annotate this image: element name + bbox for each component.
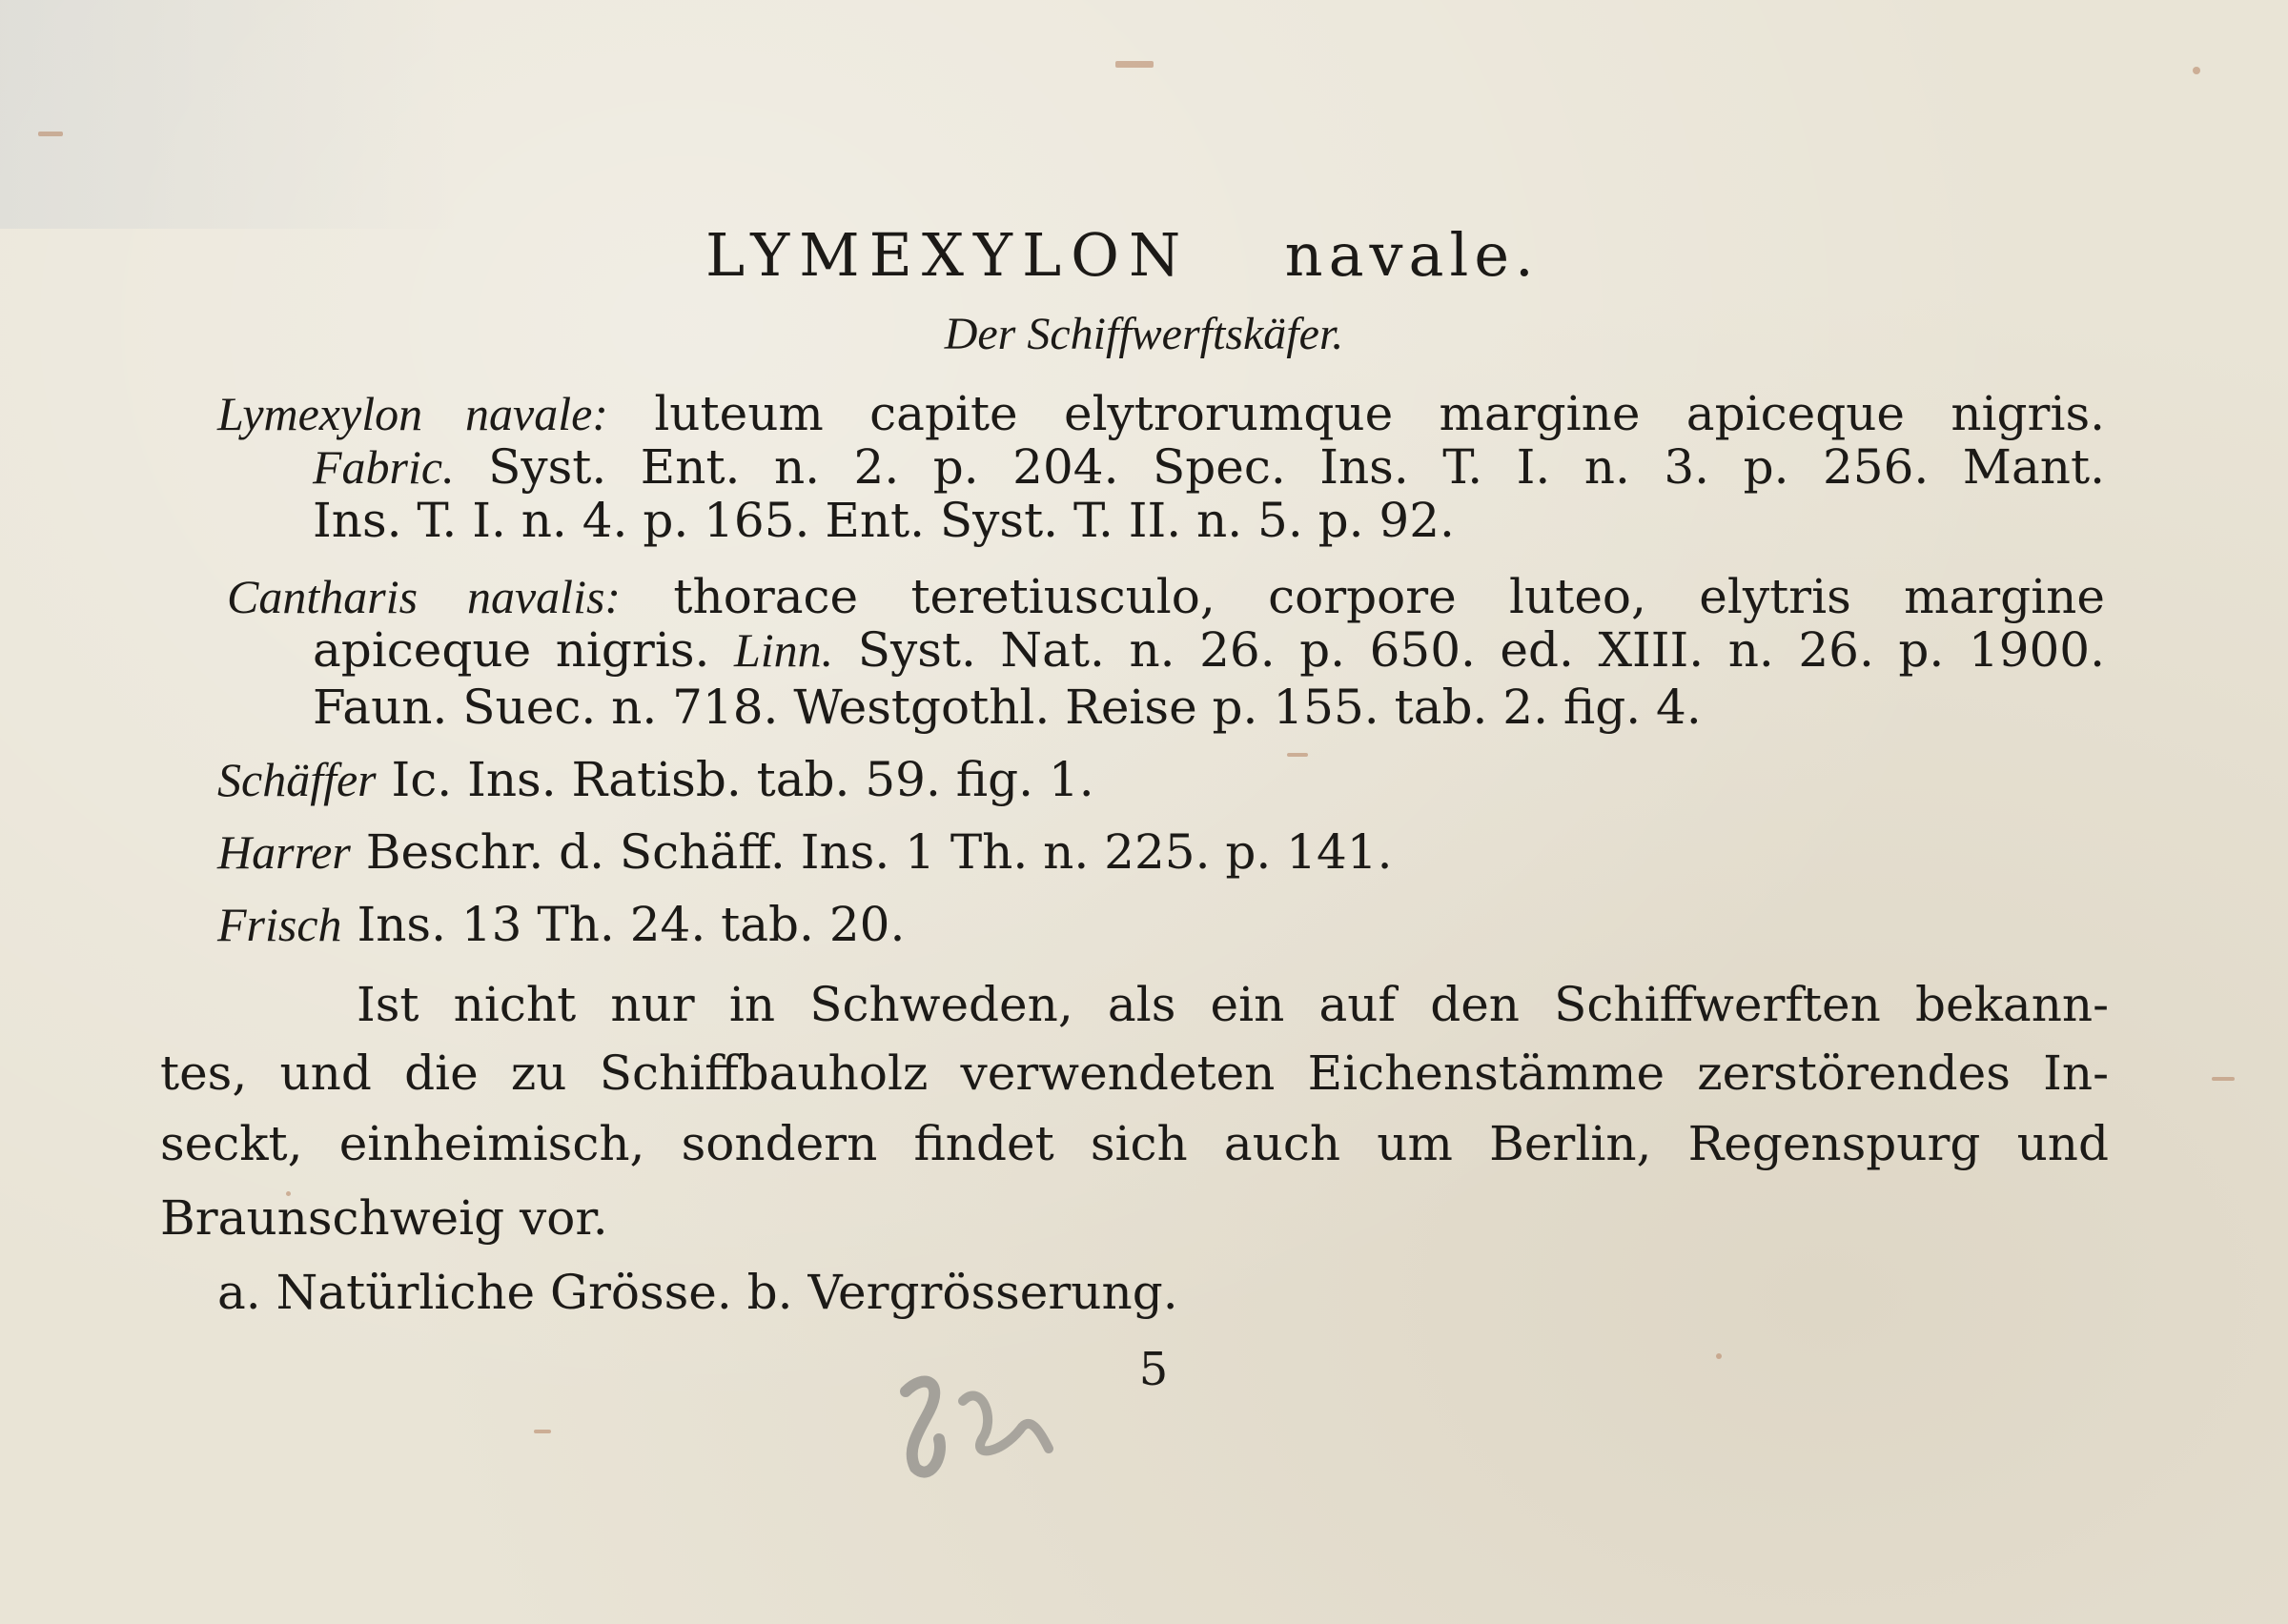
synonym-3 xyxy=(217,751,1094,808)
synonym-2-line-3: Faun. Suec. n. 718. Westgothl. Reise p. 155. tab. 2. fig. 4. xyxy=(313,680,1702,735)
figure-caption: a. Natürliche Grösse. b. Vergrösserung. xyxy=(217,1265,1178,1320)
body-line-3: seckt, einheimisch, sondern findet sich auch um Berlin, Regenspurg und xyxy=(160,1116,2109,1171)
synonym-3-author: Schäffer xyxy=(217,753,377,806)
synonym-1-line-2 xyxy=(313,438,2105,496)
synonym-2-text-2: apiceque nigris. xyxy=(313,622,710,678)
synonym-5 xyxy=(217,896,905,953)
paper-fleck xyxy=(38,132,63,136)
synonym-1-ref-author: Fabric. xyxy=(313,440,455,494)
body-line-4: Braunschweig vor. xyxy=(160,1190,608,1246)
synonym-1-line-3: Ins. T. I. n. 4. p. 165. Ent. Syst. T. II. n. 5. p. 92. xyxy=(313,493,1455,548)
synonym-2-line-2 xyxy=(313,621,2105,679)
synonym-1-text-1: luteum capite elytrorumque margine apiceque nigris. xyxy=(654,386,2105,441)
synonym-4-text: Beschr. d. Schäff. Ins. 1 Th. n. 225. p. 141. xyxy=(365,824,1393,880)
paper-fleck xyxy=(1115,61,1154,68)
synonym-2-text-1: thorace teretiusculo, corpore luteo, elytris margine xyxy=(673,569,2105,624)
synonym-2-line-1 xyxy=(227,568,2105,625)
paper-fleck xyxy=(2193,67,2200,74)
synonym-4 xyxy=(217,823,1393,881)
synonym-1-line-1 xyxy=(217,385,2105,442)
synonym-2-ref-author: Linn. xyxy=(733,623,834,677)
common-name: Der Schiffwerftskäfer. xyxy=(944,309,1344,359)
page-number: 5 xyxy=(1138,1343,1169,1396)
paper-fleck xyxy=(534,1430,551,1433)
synonym-2-author: Cantharis navalis: xyxy=(227,570,622,623)
species-title xyxy=(705,221,1583,290)
body-line-1: Ist nicht nur in Schweden, als ein auf den Schiffwerften bekann- xyxy=(357,977,2109,1032)
pencil-scribble-icon xyxy=(887,1363,1077,1487)
synonym-4-author: Harrer xyxy=(217,825,351,879)
synonym-3-text: Ic. Ins. Ratisb. tab. 59. fig. 1. xyxy=(391,752,1094,807)
synonym-2-text-3: Syst. Nat. n. 26. p. 650. ed. XIII. n. 26. p. 1900. xyxy=(857,622,2105,678)
synonym-5-text: Ins. 13 Th. 24. tab. 20. xyxy=(357,897,906,952)
paper-fleck xyxy=(1716,1353,1722,1359)
paper-fleck xyxy=(2212,1077,2235,1081)
synonym-1-text-2: Syst. Ent. n. 2. p. 204. Spec. Ins. T. I. n. 3. p. 256. Mant. xyxy=(488,439,2105,495)
species-name: navale. xyxy=(1284,220,1540,290)
paper-fleck xyxy=(1287,753,1308,757)
genus-name: LYMEXYLON xyxy=(705,220,1191,290)
bleed-through-stain xyxy=(0,0,458,229)
synonym-5-author: Frisch xyxy=(217,898,342,951)
body-line-2: tes, und die zu Schiffbauholz verwendeten Eichenstämme zerstörendes In- xyxy=(160,1045,2109,1101)
synonym-1-author: Lymexylon navale: xyxy=(217,387,608,440)
